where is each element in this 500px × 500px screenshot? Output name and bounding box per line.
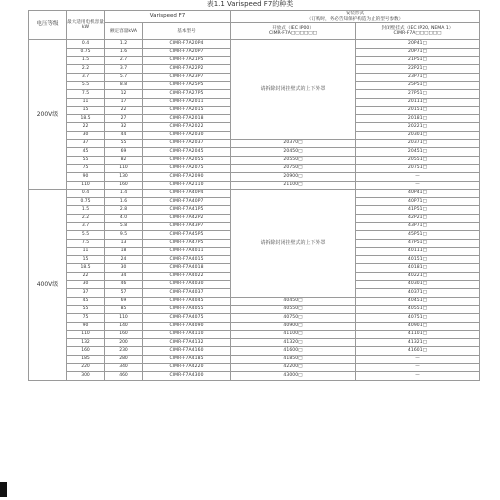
max-motor-kw-cell: 2.2 — [67, 214, 105, 222]
max-motor-kw-cell: 3.7 — [67, 73, 105, 81]
rated-capacity-cell: 12 — [105, 90, 143, 98]
rated-capacity-cell: 13 — [105, 239, 143, 247]
enclosed-wall-cell: 20151□ — [356, 106, 480, 114]
rated-capacity-cell: 110 — [105, 314, 143, 322]
rated-capacity-cell: 85 — [105, 305, 143, 313]
max-motor-kw-cell: 1.5 — [67, 206, 105, 214]
open-chassis-cell: 40550□ — [231, 305, 356, 313]
enclosed-wall-cell: 40111□ — [356, 247, 480, 255]
enclosed-wall-cell: 27P51□ — [356, 90, 480, 98]
enclosed-wall-cell: 20551□ — [356, 156, 480, 164]
rated-capacity-cell: 1.6 — [105, 48, 143, 56]
rated-capacity-cell: 9.5 — [105, 231, 143, 239]
rated-capacity-cell: 160 — [105, 181, 143, 189]
enclosed-wall-cell: 25P51□ — [356, 81, 480, 89]
install-note-cell: 请拆除封闭挂壁式的上下外罩 — [231, 189, 356, 297]
max-motor-kw-cell: 75 — [67, 314, 105, 322]
enclosed-wall-cell: 20301□ — [356, 131, 480, 139]
enclosed-wall-cell: 20P71□ — [356, 48, 480, 56]
enclosed-wall-title: 封闭壁挂式（IEC IP20, NEMA 1） — [381, 25, 454, 31]
max-motor-kw-cell: 5.5 — [67, 231, 105, 239]
open-chassis-cell: 40900□ — [231, 322, 356, 330]
rated-capacity-cell: 140 — [105, 322, 143, 330]
table-row — [29, 181, 480, 189]
enclosed-wall-cell: 20P41□ — [356, 40, 480, 48]
enclosed-wall-cell: 40221□ — [356, 272, 480, 280]
enclosed-wall-cell: — — [356, 355, 480, 363]
basic-model-cell: CIMR-F7A4030 — [143, 281, 231, 289]
install-form-title: 安装形式 — [345, 11, 365, 16]
max-motor-kw-cell: 0.4 — [67, 189, 105, 197]
open-chassis-cell: 42200□ — [231, 364, 356, 372]
max-motor-kw-cell: 2.2 — [67, 65, 105, 73]
rated-capacity-cell: 2.7 — [105, 57, 143, 65]
table-row — [29, 164, 480, 172]
install-form-note: （订购时，务必告知保护构造为止的型号参数） — [306, 16, 404, 22]
table-row — [29, 330, 480, 338]
max-motor-kw-cell: 220 — [67, 364, 105, 372]
open-chassis-cell: 41100□ — [231, 330, 356, 338]
rated-capacity-cell: 340 — [105, 364, 143, 372]
max-motor-kw-cell: 132 — [67, 339, 105, 347]
basic-model-cell: CIMR-F7A4075 — [143, 314, 231, 322]
rated-capacity-cell: 200 — [105, 339, 143, 347]
rated-capacity-cell: 230 — [105, 347, 143, 355]
rated-capacity-cell: 460 — [105, 372, 143, 380]
table-row — [29, 355, 480, 363]
basic-model-cell: CIMR-F7A22P2 — [143, 65, 231, 73]
table-row — [29, 140, 480, 148]
open-chassis-cell: 43000□ — [231, 372, 356, 380]
page-edge-mark — [0, 482, 7, 497]
open-chassis-cell: 41320□ — [231, 339, 356, 347]
rated-capacity-cell: 32 — [105, 123, 143, 131]
table-row — [29, 173, 480, 181]
rated-capacity-cell: 18 — [105, 247, 143, 255]
enclosed-wall-cell: 41321□ — [356, 339, 480, 347]
rated-capacity-cell: 1.2 — [105, 40, 143, 48]
basic-model-cell: CIMR-F7A2075 — [143, 164, 231, 172]
open-chassis-cell: 41600□ — [231, 347, 356, 355]
table-caption: 表1.1 Varispeed F7的种类 — [206, 0, 294, 8]
install-note-cell: 请拆除封闭挂壁式的上下外罩 — [231, 40, 356, 140]
model-spec-table — [28, 10, 480, 381]
header-open-chassis — [231, 23, 356, 40]
open-chassis-cell: 41850□ — [231, 355, 356, 363]
rated-capacity-cell: 2.8 — [105, 206, 143, 214]
max-motor-kw-cell: 90 — [67, 322, 105, 330]
basic-model-cell: CIMR-F7A42P2 — [143, 214, 231, 222]
rated-capacity-cell: 5.7 — [105, 73, 143, 81]
header-basic-model: 基本型号 — [143, 23, 231, 40]
enclosed-wall-cell: — — [356, 173, 480, 181]
max-motor-kw-cell: 15 — [67, 256, 105, 264]
rated-capacity-cell: 130 — [105, 173, 143, 181]
header-enclosed-wall — [356, 23, 480, 40]
max-motor-kw-cell: 30 — [67, 281, 105, 289]
basic-model-cell: CIMR-F7A47P5 — [143, 239, 231, 247]
basic-model-cell: CIMR-F7A4185 — [143, 355, 231, 363]
table-row — [29, 372, 480, 380]
basic-model-cell: CIMR-F7A27P5 — [143, 90, 231, 98]
max-motor-kw-cell: 18.5 — [67, 115, 105, 123]
table-row — [29, 364, 480, 372]
voltage-grade-cell: 400V级 — [29, 189, 67, 380]
open-chassis-cell: 20900□ — [231, 173, 356, 181]
rated-capacity-cell: 44 — [105, 131, 143, 139]
enclosed-wall-cell: 40P71□ — [356, 198, 480, 206]
max-motor-kw-cell: 15 — [67, 106, 105, 114]
basic-model-cell: CIMR-F7A4037 — [143, 289, 231, 297]
basic-model-cell: CIMR-F7A4110 — [143, 330, 231, 338]
enclosed-wall-cell: 40551□ — [356, 305, 480, 313]
enclosed-wall-cell: 20221□ — [356, 123, 480, 131]
voltage-grade-cell: 200V级 — [29, 40, 67, 189]
basic-model-cell: CIMR-F7A20P7 — [143, 48, 231, 56]
enclosed-wall-cell: 40751□ — [356, 314, 480, 322]
max-motor-kw-cell: 55 — [67, 305, 105, 313]
basic-model-cell: CIMR-F7A4300 — [143, 372, 231, 380]
table-row — [29, 322, 480, 330]
basic-model-cell: CIMR-F7A2015 — [143, 106, 231, 114]
enclosed-wall-cell: 43P71□ — [356, 223, 480, 231]
open-chassis-cell: 20550□ — [231, 156, 356, 164]
max-motor-kw-cell: 160 — [67, 347, 105, 355]
enclosed-wall-cell: — — [356, 372, 480, 380]
enclosed-wall-cell: 45P51□ — [356, 231, 480, 239]
rated-capacity-cell: 24 — [105, 256, 143, 264]
max-motor-kw-cell: 110 — [67, 181, 105, 189]
basic-model-cell: CIMR-F7A4055 — [143, 305, 231, 313]
basic-model-cell: CIMR-F7A4022 — [143, 272, 231, 280]
open-chassis-cell: 20370□ — [231, 140, 356, 148]
enclosed-wall-cell: 41101□ — [356, 330, 480, 338]
basic-model-cell: CIMR-F7A21P5 — [143, 57, 231, 65]
open-chassis-code: CIMR-F7A□□□□□□ — [269, 31, 317, 37]
header-grade: 电压等级 — [29, 11, 67, 40]
basic-model-cell: CIMR-F7A2110 — [143, 181, 231, 189]
enclosed-wall-cell: 40301□ — [356, 281, 480, 289]
max-motor-kw-cell: 7.5 — [67, 90, 105, 98]
basic-model-cell: CIMR-F7A4015 — [143, 256, 231, 264]
table-row — [29, 148, 480, 156]
rated-capacity-cell: 8.8 — [105, 81, 143, 89]
basic-model-cell: CIMR-F7A25P5 — [143, 81, 231, 89]
max-motor-kw-cell: 18.5 — [67, 264, 105, 272]
basic-model-cell: CIMR-F7A2090 — [143, 173, 231, 181]
max-motor-kw-cell: 11 — [67, 247, 105, 255]
max-motor-kw-cell: 22 — [67, 123, 105, 131]
max-motor-kw-cell: 37 — [67, 289, 105, 297]
max-motor-kw-cell: 75 — [67, 164, 105, 172]
max-motor-kw-cell: 0.75 — [67, 198, 105, 206]
enclosed-wall-cell: — — [356, 181, 480, 189]
max-motor-kw-cell: 110 — [67, 330, 105, 338]
enclosed-wall-cell: 40901□ — [356, 322, 480, 330]
enclosed-wall-code: CIMR-F7A□□□□□□ — [393, 31, 442, 37]
rated-capacity-cell: 17 — [105, 98, 143, 106]
rated-capacity-cell: 46 — [105, 281, 143, 289]
enclosed-wall-cell: 23P71□ — [356, 73, 480, 81]
max-motor-kw-cell: 22 — [67, 272, 105, 280]
max-motor-kw-cell: 185 — [67, 355, 105, 363]
rated-capacity-cell: 30 — [105, 264, 143, 272]
basic-model-cell: CIMR-F7A4011 — [143, 247, 231, 255]
table-row — [29, 297, 480, 305]
basic-model-cell: CIMR-F7A4160 — [143, 347, 231, 355]
max-motor-kw-cell: 45 — [67, 148, 105, 156]
basic-model-cell: CIMR-F7A4220 — [143, 364, 231, 372]
header-varispeed: Varispeed F7 — [105, 11, 231, 23]
enclosed-wall-cell: 41601□ — [356, 347, 480, 355]
max-motor-kw-cell: 55 — [67, 156, 105, 164]
rated-capacity-cell: 27 — [105, 115, 143, 123]
max-motor-kw-cell: 30 — [67, 131, 105, 139]
basic-model-cell: CIMR-F7A4045 — [143, 297, 231, 305]
enclosed-wall-cell: — — [356, 364, 480, 372]
rated-capacity-cell: 280 — [105, 355, 143, 363]
basic-model-cell: CIMR-F7A40P7 — [143, 198, 231, 206]
max-motor-kw-cell: 7.5 — [67, 239, 105, 247]
header-rated-capacity: 额定容量kVA — [105, 23, 143, 40]
table-row — [29, 40, 480, 48]
enclosed-wall-cell: 22P21□ — [356, 65, 480, 73]
rated-capacity-cell: 3.7 — [105, 65, 143, 73]
table-row — [29, 314, 480, 322]
rated-capacity-cell: 160 — [105, 330, 143, 338]
rated-capacity-cell: 4.0 — [105, 214, 143, 222]
open-chassis-title: 开放式（IEC IP00） — [272, 25, 314, 31]
max-motor-kw-cell: 3.7 — [67, 223, 105, 231]
table-row — [29, 156, 480, 164]
max-motor-kw-cell: 37 — [67, 140, 105, 148]
enclosed-wall-cell: 42P21□ — [356, 214, 480, 222]
basic-model-cell: CIMR-F7A45P5 — [143, 231, 231, 239]
rated-capacity-cell: 1.6 — [105, 198, 143, 206]
basic-model-cell: CIMR-F7A23P7 — [143, 73, 231, 81]
rated-capacity-cell: 69 — [105, 148, 143, 156]
enclosed-wall-cell: 40371□ — [356, 289, 480, 297]
max-motor-kw-cell: 11 — [67, 98, 105, 106]
open-chassis-cell: 21100□ — [231, 181, 356, 189]
basic-model-cell: CIMR-F7A20P4 — [143, 40, 231, 48]
enclosed-wall-cell: 47P51□ — [356, 239, 480, 247]
rated-capacity-cell: 34 — [105, 272, 143, 280]
rated-capacity-cell: 57 — [105, 289, 143, 297]
table-row — [29, 347, 480, 355]
enclosed-wall-cell: 21P51□ — [356, 57, 480, 65]
rated-capacity-cell: 5.8 — [105, 223, 143, 231]
enclosed-wall-cell: 20371□ — [356, 140, 480, 148]
basic-model-cell: CIMR-F7A4090 — [143, 322, 231, 330]
enclosed-wall-cell: 20111□ — [356, 98, 480, 106]
enclosed-wall-cell: 20181□ — [356, 115, 480, 123]
basic-model-cell: CIMR-F7A2045 — [143, 148, 231, 156]
enclosed-wall-cell: 20751□ — [356, 164, 480, 172]
rated-capacity-cell: 55 — [105, 140, 143, 148]
basic-model-cell: CIMR-F7A2011 — [143, 98, 231, 106]
open-chassis-cell: 40450□ — [231, 297, 356, 305]
basic-model-cell: CIMR-F7A2018 — [143, 115, 231, 123]
max-motor-kw-cell: 90 — [67, 173, 105, 181]
basic-model-cell: CIMR-F7A2022 — [143, 123, 231, 131]
rated-capacity-cell: 110 — [105, 164, 143, 172]
max-motor-kw-cell: 5.5 — [67, 81, 105, 89]
max-motor-kw-cell: 1.5 — [67, 57, 105, 65]
open-chassis-cell: 40750□ — [231, 314, 356, 322]
max-motor-kw-cell: 0.4 — [67, 40, 105, 48]
basic-model-cell: CIMR-F7A2030 — [143, 131, 231, 139]
basic-model-cell: CIMR-F7A2037 — [143, 140, 231, 148]
enclosed-wall-cell: 40181□ — [356, 264, 480, 272]
header-install-form — [231, 11, 480, 23]
rated-capacity-cell: 22 — [105, 106, 143, 114]
rated-capacity-cell: 82 — [105, 156, 143, 164]
table-row — [29, 305, 480, 313]
table-body — [29, 40, 480, 380]
max-motor-kw-cell: 0.75 — [67, 48, 105, 56]
rated-capacity-cell: 1.4 — [105, 189, 143, 197]
enclosed-wall-cell: 40151□ — [356, 256, 480, 264]
open-chassis-cell: 20450□ — [231, 148, 356, 156]
basic-model-cell: CIMR-F7A41P5 — [143, 206, 231, 214]
max-motor-kw-cell: 300 — [67, 372, 105, 380]
table-row — [29, 339, 480, 347]
enclosed-wall-cell: 40P41□ — [356, 189, 480, 197]
basic-model-cell: CIMR-F7A40P4 — [143, 189, 231, 197]
enclosed-wall-cell: 40451□ — [356, 297, 480, 305]
max-motor-kw-cell: 45 — [67, 297, 105, 305]
basic-model-cell: CIMR-F7A2055 — [143, 156, 231, 164]
rated-capacity-cell: 69 — [105, 297, 143, 305]
open-chassis-cell: 20750□ — [231, 164, 356, 172]
basic-model-cell: CIMR-F7A4132 — [143, 339, 231, 347]
table-row — [29, 189, 480, 197]
enclosed-wall-cell: 41P51□ — [356, 206, 480, 214]
header-max-motor: 最大适用电机容量kW — [67, 11, 105, 40]
basic-model-cell: CIMR-F7A4018 — [143, 264, 231, 272]
enclosed-wall-cell: 20451□ — [356, 148, 480, 156]
basic-model-cell: CIMR-F7A43P7 — [143, 223, 231, 231]
